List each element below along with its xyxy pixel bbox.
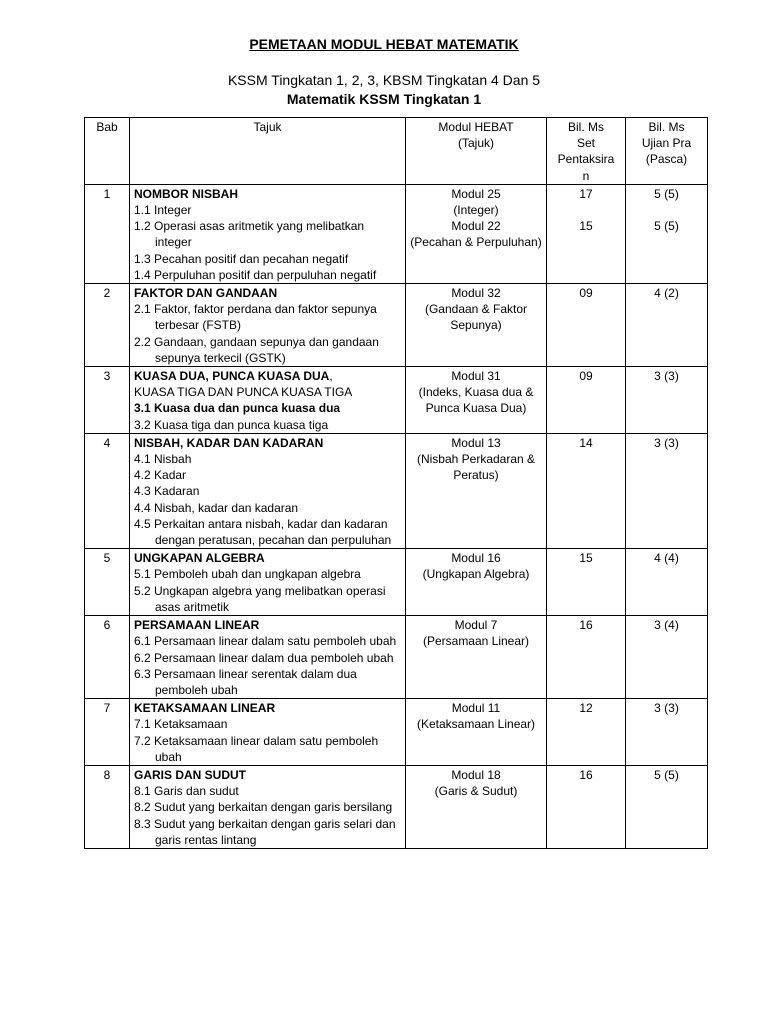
subtopic-item: 4.3 Kadaran	[134, 484, 200, 499]
bil-ms-set-cell: 09	[547, 367, 626, 434]
subtopic-item: 3.1 Kuasa dua dan punca kuasa dua	[134, 401, 341, 416]
bil-ms-ujian-cell: 4 (2)	[626, 284, 708, 367]
module-name: Modul 22	[451, 219, 501, 234]
module-name: Modul 16	[451, 551, 501, 566]
subtopic-item: 1.3 Pecahan positif dan pecahan negatif	[134, 251, 349, 266]
modul-cell	[406, 284, 547, 367]
bil-ms-set-cell: 09	[547, 284, 626, 367]
topic-title: KUASA DUA, PUNCA KUASA DUA	[134, 369, 330, 384]
module-topic: (Indeks, Kuasa dua & Punca Kuasa Dua)	[418, 385, 534, 416]
topic-title: NOMBOR NISBAH	[134, 186, 238, 201]
subtopic-item: 8.2 Sudut yang berkaitan dengan garis bersilang	[134, 800, 393, 815]
bab-cell: 2	[85, 284, 130, 367]
subtopic-item: 2.1 Faktor, faktor perdana dan faktor sepunya terbesar (FSTB)	[134, 302, 377, 333]
modul-cell	[406, 184, 547, 283]
modul-cell	[406, 616, 547, 699]
subtopic-item: 4.4 Nisbah, kadar dan kadaran	[134, 500, 299, 515]
subtopic-item: 4.2 Kadar	[134, 468, 187, 483]
module-name: Modul 13	[451, 435, 501, 450]
table-row	[85, 184, 708, 283]
modul-cell	[406, 433, 547, 548]
tajuk-cell	[130, 284, 406, 367]
bab-cell: 4	[85, 433, 130, 548]
module-topic: (Ungkapan Algebra)	[422, 567, 530, 582]
modul-cell	[406, 699, 547, 766]
module-topic: (Persamaan Linear)	[422, 634, 530, 649]
tajuk-cell	[130, 765, 406, 848]
module-name: Modul 11	[451, 701, 501, 716]
topic-title: FAKTOR DAN GANDAAN	[134, 286, 278, 301]
bab-cell: 3	[85, 367, 130, 434]
subtopic-item: 6.2 Persamaan linear dalam dua pemboleh ubah	[134, 650, 394, 665]
subtopic-item: KUASA TIGA DAN PUNCA KUASA TIGA	[134, 385, 353, 400]
tajuk-cell	[130, 616, 406, 699]
topic-title: PERSAMAAN LINEAR	[134, 618, 260, 633]
bab-cell: 5	[85, 549, 130, 616]
bil-ms-ujian-cell: 3 (3)	[626, 699, 708, 766]
table-row	[85, 549, 708, 616]
module-topic: (Garis & Sudut)	[434, 784, 518, 799]
module-topic: (Ketaksamaan Linear)	[416, 717, 536, 732]
module-name: Modul 7	[454, 618, 498, 633]
subtopic-item: 7.2 Ketaksamaan linear dalam satu pemboleh ubah	[134, 733, 379, 764]
module-topic: (Gandaan & Faktor Sepunya)	[424, 302, 528, 333]
header-bil-ms-ujian: Bil. Ms Ujian Pra (Pasca)	[626, 118, 708, 185]
subtopic-item: 5.1 Pemboleh ubah dan ungkapan algebra	[134, 567, 361, 582]
table-row	[85, 765, 708, 848]
subtopic-item: 4.5 Perkaitan antara nisbah, kadar dan kadaran dengan peratusan, pecahan dan perpuluhan	[134, 516, 392, 548]
tajuk-cell: KUASA DUA, PUNCA KUASA DUA, KUASA TIGA DAN PUNCA KUASA TIGA 3.1 Kuasa dua dan punca kuasa dua 3.2 Kuasa tiga dan punca kuasa tiga	[130, 367, 406, 434]
bil-ms-ujian-cell: 3 (3)	[626, 367, 708, 434]
bab-cell: 7	[85, 699, 130, 766]
tajuk-cell	[130, 699, 406, 766]
module-name: Modul 31	[451, 369, 501, 384]
bil-ms-set-cell: 16	[547, 616, 626, 699]
bil-ms-set-cell: 16	[547, 765, 626, 848]
module-topic: (Nisbah Perkadaran & Peratus)	[416, 452, 536, 483]
header-modul: Modul HEBAT (Tajuk)	[406, 118, 547, 185]
module-name: Modul 25	[451, 186, 501, 201]
subtopic-item: 1.4 Perpuluhan positif dan perpuluhan negatif	[134, 267, 377, 282]
bil-ms-set-cell: 12	[547, 699, 626, 766]
tajuk-cell	[130, 549, 406, 616]
subtopic-item: 3.2 Kuasa tiga dan punca kuasa tiga	[134, 417, 329, 432]
tajuk-cell	[130, 433, 406, 548]
header-bil-ms-set: Bil. Ms Set Pentaksira n	[547, 118, 626, 185]
bil-ms-ujian-cell: 3 (4)	[626, 616, 708, 699]
section-title: Matematik KSSM Tingkatan 1	[286, 91, 482, 107]
module-name: Modul 18	[451, 767, 501, 782]
modul-cell	[406, 765, 547, 848]
table-row	[85, 699, 708, 766]
table-row	[85, 284, 708, 367]
subtopic-item: 2.2 Gandaan, gandaan sepunya dan gandaan sepunya terkecil (GSTK)	[134, 334, 379, 365]
subtopic-item: 1.2 Operasi asas aritmetik yang melibatkan integer	[134, 219, 365, 250]
module-name: Modul 32	[451, 286, 501, 301]
header-tajuk: Tajuk	[130, 118, 406, 185]
table-body	[85, 184, 708, 848]
module-topic: (Integer)	[453, 203, 499, 218]
tajuk-cell	[130, 184, 406, 283]
modul-cell	[406, 549, 547, 616]
bil-ms-set-cell: 14	[547, 433, 626, 548]
table-row	[85, 616, 708, 699]
bab-cell: 6	[85, 616, 130, 699]
document-title: PEMETAAN MODUL HEBAT MATEMATIK	[249, 36, 519, 52]
subtopic-item: 7.1 Ketaksamaan	[134, 717, 228, 732]
subtopic-item: 4.1 Nisbah	[134, 452, 192, 467]
subtopic-item: 6.3 Persamaan linear serentak dalam dua pemboleh ubah	[134, 666, 357, 697]
topic-title: GARIS DAN SUDUT	[134, 767, 247, 782]
header-bab: Bab	[85, 118, 130, 185]
table-row	[85, 433, 708, 548]
topic-title: NISBAH, KADAR DAN KADARAN	[134, 435, 324, 450]
module-topic: (Pecahan & Perpuluhan)	[410, 235, 542, 250]
modul-cell	[406, 367, 547, 434]
topic-title: UNGKAPAN ALGEBRA	[134, 551, 265, 566]
table-header-row	[85, 118, 708, 185]
subtopic-item: 1.1 Integer	[134, 203, 192, 218]
bil-ms-ujian-cell: 3 (3)	[626, 433, 708, 548]
topic-title: KETAKSAMAAN LINEAR	[134, 701, 276, 716]
module-mapping-table	[84, 117, 708, 849]
bil-ms-set-cell: 15	[547, 549, 626, 616]
bil-ms-ujian-cell: 5 (5) 5 (5)	[626, 184, 708, 283]
bil-ms-ujian-cell: 5 (5)	[626, 765, 708, 848]
bil-ms-set-cell: 17 15	[547, 184, 626, 283]
subtopic-item: 8.3 Sudut yang berkaitan dengan garis selari dan garis rentas lintang	[134, 816, 396, 847]
subtopic-item: 8.1 Garis dan sudut	[134, 784, 239, 799]
document-subtitle: KSSM Tingkatan 1, 2, 3, KBSM Tingkatan 4 Dan 5	[227, 72, 541, 88]
bab-cell: 8	[85, 765, 130, 848]
table-row	[85, 367, 708, 434]
bil-ms-ujian-cell: 4 (4)	[626, 549, 708, 616]
subtopic-item: 5.2 Ungkapan algebra yang melibatkan operasi asas aritmetik	[134, 583, 386, 614]
subtopic-item: 6.1 Persamaan linear dalam satu pemboleh ubah	[134, 634, 397, 649]
bab-cell: 1	[85, 184, 130, 283]
